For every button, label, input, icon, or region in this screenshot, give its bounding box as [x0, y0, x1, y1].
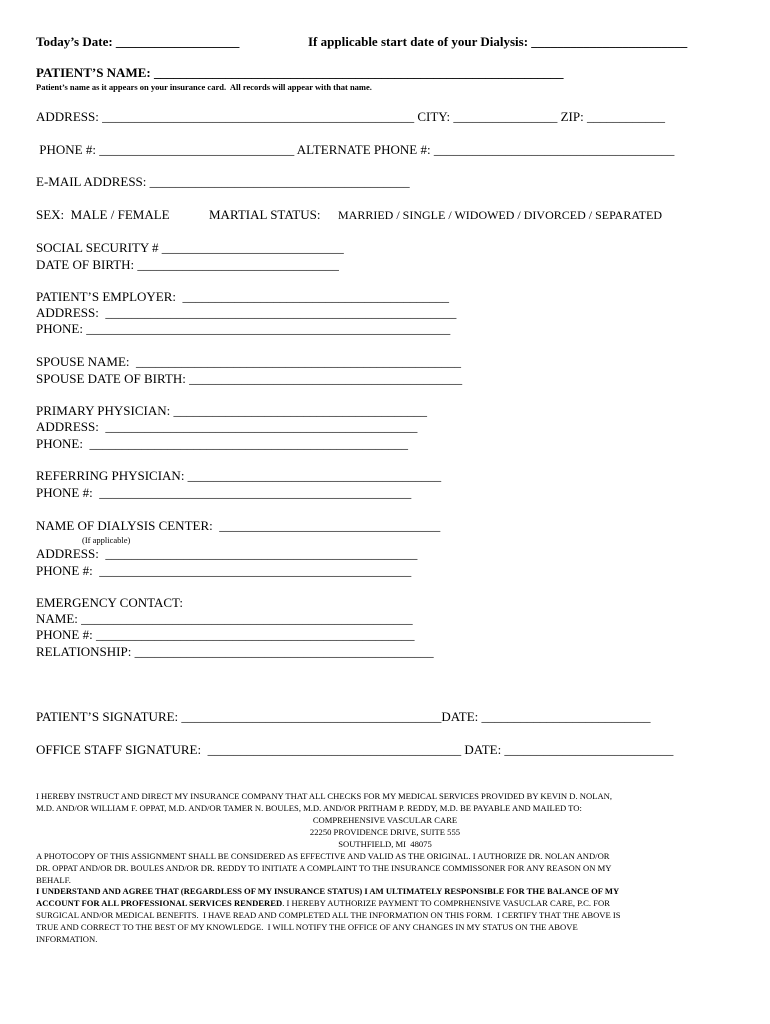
sex-options[interactable]: SEX: MALE / FEMALE: [36, 207, 170, 222]
referring-physician-phone-field[interactable]: PHONE #: ________________________________________________: [36, 485, 412, 500]
referring-physician-field[interactable]: REFERRING PHYSICIAN: _______________________________________: [36, 468, 442, 483]
emergency-phone-field[interactable]: PHONE #: _________________________________________________: [36, 627, 415, 642]
certification-text-line-3: INFORMATION.: [36, 934, 98, 944]
photocopy-text-line-3: BEHALF.: [36, 875, 71, 885]
spouse-name-field[interactable]: SPOUSE NAME: __________________________________________________: [36, 354, 462, 369]
phone-alternate-phone-field[interactable]: PHONE #: ______________________________ ALTERNATE PHONE #: _____________________________________: [36, 142, 675, 157]
photocopy-text-line-2: DR. OPPAT AND/OR DR. BOULES AND/OR DR. REDDY TO INITIATE A COMPLAINT TO THE INSURANCE COMMISSONER FOR ANY REASON ON MY: [36, 863, 612, 873]
practice-name: COMPREHENSIVE VASCULAR CARE: [312, 815, 458, 825]
address-city-zip-field[interactable]: ADDRESS: ________________________________________________ CITY: ________________ ZIP: ____________: [36, 109, 665, 124]
practice-street-address: 22250 PROVIDENCE DRIVE, SUITE 555: [309, 827, 461, 837]
dialysis-center-field[interactable]: NAME OF DIALYSIS CENTER: __________________________________: [36, 518, 441, 533]
responsibility-bold-text: ACCOUNT FOR ALL PROFESSIONAL SERVICES RENDERED: [36, 898, 283, 908]
emergency-name-field[interactable]: NAME: ___________________________________________________: [36, 611, 413, 626]
marital-status-label: MARTIAL STATUS:: [209, 207, 321, 222]
primary-physician-phone-field[interactable]: PHONE: _________________________________________________: [36, 436, 408, 451]
primary-physician-field[interactable]: PRIMARY PHYSICIAN: _______________________________________: [36, 403, 427, 418]
email-field[interactable]: E-MAIL ADDRESS: ________________________________________: [36, 174, 410, 189]
patient-name-note: Patient’s name as it appears on your insurance card. All records will appear with that name.: [36, 82, 372, 92]
responsibility-text-line-1: I UNDERSTAND AND AGREE THAT (REGARDLESS OF MY INSURANCE STATUS) I AM ULTIMATELY RESPONSIBLE FOR THE BALANCE OF MY: [36, 886, 620, 896]
responsibility-text-line-2: [36, 898, 610, 910]
social-security-field[interactable]: SOCIAL SECURITY # ____________________________: [36, 240, 344, 255]
primary-physician-address-field[interactable]: ADDRESS: ________________________________________________: [36, 419, 418, 434]
dialysis-center-note: (If applicable): [82, 535, 131, 545]
dialysis-center-address-field[interactable]: ADDRESS: ________________________________________________: [36, 546, 418, 561]
dialysis-start-date-field[interactable]: If applicable start date of your Dialysis: ________________________: [308, 34, 688, 49]
assignment-text-line-1: I HEREBY INSTRUCT AND DIRECT MY INSURANCE COMPANY THAT ALL CHECKS FOR MY MEDICAL SERVICES PROVIDED BY KEVIN D. NOLAN,: [36, 791, 613, 801]
office-staff-signature-field[interactable]: OFFICE STAFF SIGNATURE: _______________________________________ DATE: __________________________: [36, 742, 674, 757]
date-of-birth-field[interactable]: DATE OF BIRTH: _______________________________: [36, 257, 339, 272]
patient-name-field[interactable]: PATIENT’S NAME: _______________________________________________________________: [36, 65, 564, 80]
practice-city-state-zip: SOUTHFIELD, MI 48075: [338, 839, 432, 849]
patient-signature-field[interactable]: PATIENT’S SIGNATURE: ________________________________________DATE: __________________________: [36, 709, 651, 724]
dialysis-center-phone-field[interactable]: PHONE #: ________________________________________________: [36, 563, 412, 578]
assignment-text-line-2: M.D. AND/OR WILLIAM F. OPPAT, M.D. AND/OR TAMER N. BOULES, M.D. AND/OR PRITHAM P. REDDY, M.D. BE PAYABLE AND MAILED TO:: [36, 803, 582, 813]
employer-address-field[interactable]: ADDRESS: ______________________________________________________: [36, 305, 457, 320]
employer-phone-field[interactable]: PHONE: ________________________________________________________: [36, 321, 451, 336]
certification-text-line-2: TRUE AND CORRECT TO THE BEST OF MY KNOWLEDGE. I WILL NOTIFY THE OFFICE OF ANY CHANGES IN MY STATUS ON THE ABOVE: [36, 922, 578, 932]
photocopy-text-line-1: A PHOTOCOPY OF THIS ASSIGNMENT SHALL BE CONSIDERED AS EFFECTIVE AND VALID AS THE ORIGINAL. I AUTHORIZE DR. NOLAN AND/OR: [36, 851, 610, 861]
authorization-text: . I HEREBY AUTHORIZE PAYMENT TO COMPRHENSIVE VASUCLAR CARE, P.C. FOR: [282, 898, 610, 908]
emergency-relationship-field[interactable]: RELATIONSHIP: ______________________________________________: [36, 644, 434, 659]
spouse-dob-field[interactable]: SPOUSE DATE OF BIRTH: __________________________________________: [36, 371, 463, 386]
certification-text-line-1: SURGICAL AND/OR MEDICAL BENEFITS. I HAVE READ AND COMPLETED ALL THE INFORMATION ON THIS FORM. I CERTIFY THAT THE ABOVE IS: [36, 910, 621, 920]
marital-status-options[interactable]: MARRIED / SINGLE / WIDOWED / DIVORCED / SEPARATED: [338, 208, 662, 222]
employer-field[interactable]: PATIENT’S EMPLOYER: _________________________________________: [36, 289, 450, 304]
todays-date-field[interactable]: Today’s Date: ___________________: [36, 34, 240, 49]
emergency-contact-heading: EMERGENCY CONTACT:: [36, 595, 183, 610]
